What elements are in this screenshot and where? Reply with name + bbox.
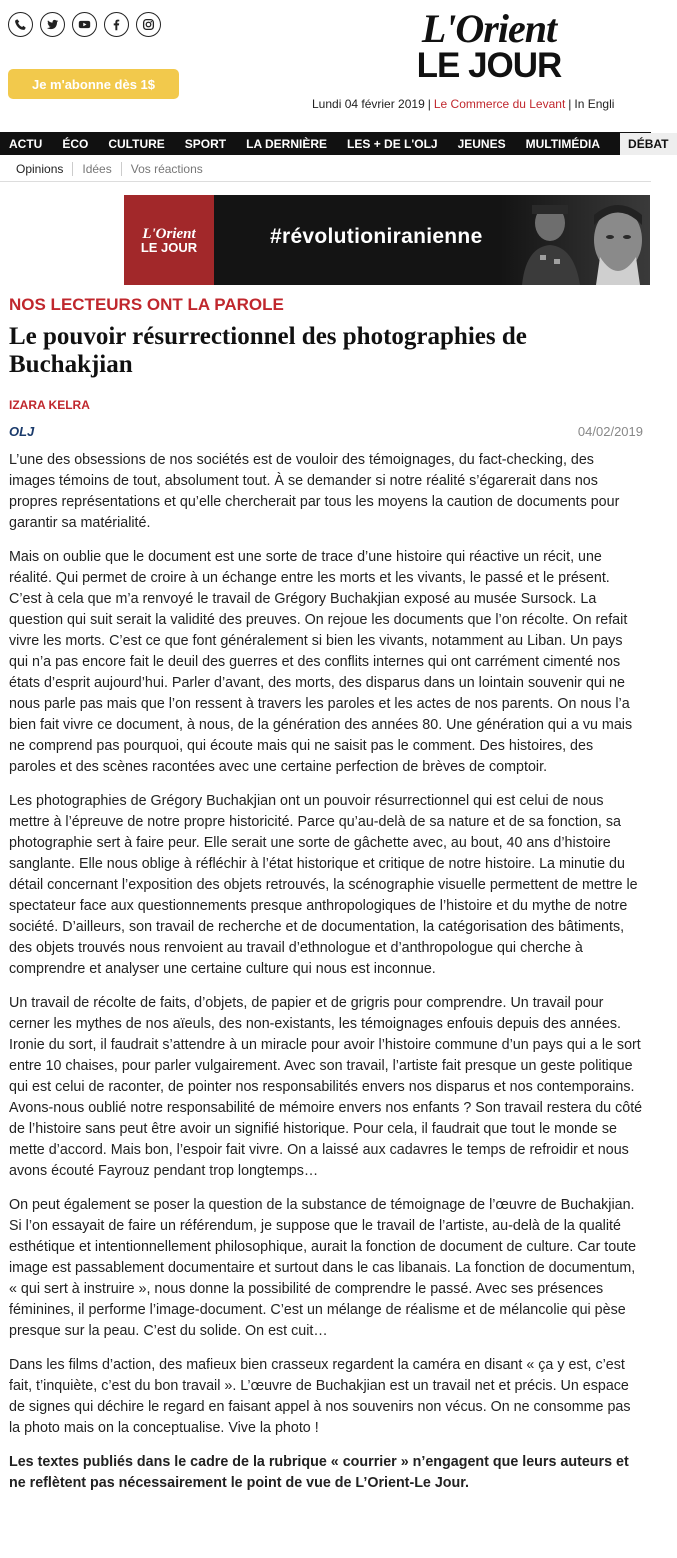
article-paragraph: Mais on oublie que le document est une sorte de trace d’une histoire qui réactive un récit, une réalité. Qui permet de croire à un échange entre les morts et les vivants, le passé et le présent. C’est à cela que m’a renvoyé le travail de Grégory Buchakjian exposé au musée Sursock. La question qui suit serait la validité des preuves. On rejoue les documents que l’on récolte. On refait vivre les morts. C’est ce que font généralement si bien les vivants, notamment au Liban. Un pays qui n’a pas encore fait le deuil des guerres et des conflits internes qui ont carrément cimenté nos états d’esprit aujourd’hui. Parler d’avant, des morts, des disparus dans un lointain souvenir qui ne nous parle pas mais que l’on ressent à travers les paroles et les actes de nos parents. On nous l’a bien fait vivre ce document, à nous, de la génération des années 80. Une génération qui a vu mais ne comprend pas pourquoi, qui écoute mais qui ne saisit pas le comment. Des histoires, des paroles et des scènes racontées avec une certaine perfection de brèves de comptoir.: [9, 549, 633, 775]
article-paragraph: Les photographies de Grégory Buchakjian ont un pouvoir résurrectionnel qui est celui de nous mettre à l’épreuve de notre propre historicité. Parce qu’au-delà de sa nature et de sa fonction, sa photographie sert à faire peur. Elle serait une sorte de gâchette avec, au bout, 40 ans d’histoire sanglante. Elle nous oblige à réfléchir à l’état historique et critique de notre histoire. La minutie du détail concernant l’exposition des objets retrouvés, la scénographie visuelle permettent de mettre le spectateur face aux questionnements presque anthropologiques de l’histoire et du mythe de notre société. D’ailleurs, son travail de recherche et de documentation, la catégorisation des bâtiments, des objets trouvés nous renvoient au travail d’ethnologue et d’anthropologue qui cherche à comprendre et analyser une certaine culture qui nous est inconnue.: [9, 793, 638, 977]
article-disclaimer: Les textes publiés dans le cadre de la rubrique « courrier » n’engagent que leurs auteurs et ne reflètent pas nécessairement le point de vue de L’Orient-Le Jour.: [9, 1454, 629, 1491]
article-date: 04/02/2019: [577, 424, 643, 439]
dateline: Lundi 04 février 2019 | Le Commerce du Levant | In Engli: [312, 97, 615, 111]
article-title: Le pouvoir résurrectionnel des photographies de Buchakjian: [9, 323, 527, 378]
article-paragraph: Dans les films d’action, des mafieux bien crasseux regardent la caméra en disant « ça y est, c’est fait, t’inquiète, c’est du bon travail ». L’œuvre de Buchakjian est un travail net et précis. Un espace de signes qui déchire le regard en faisant appel à nos souvenirs non vécus. On ne consomme pas la photo mais on la conceptualise. Vive la photo !: [9, 1357, 631, 1436]
nav-item-sport[interactable]: SPORT: [184, 136, 227, 151]
logo-line2: LE JOUR: [416, 46, 562, 85]
youtube-icon[interactable]: [72, 12, 97, 37]
sub-nav: [0, 156, 651, 182]
nav-item-jeunes[interactable]: JEUNES: [457, 136, 506, 151]
twitter-icon[interactable]: [40, 12, 65, 37]
social-links: [8, 12, 161, 37]
article-kicker[interactable]: NOS LECTEURS ONT LA PAROLE: [9, 295, 284, 314]
article-paragraph: L’une des obsessions de nos sociétés est de vouloir des témoignages, du fact-checking, des images témoins de tout, absolument tout. À se demander si notre réalité s’égarerait dans nos propres représentations et qu’elle chercherait par tous les moyens la caution de documents pour garantir sa matérialité.: [9, 452, 620, 531]
banner-logo-line2: LE JOUR: [140, 239, 198, 255]
commerce-du-levant-link[interactable]: Le Commerce du Levant: [433, 97, 566, 111]
banner-portrait-image: [500, 195, 650, 285]
nav-item-debat[interactable]: DÉBAT: [620, 133, 676, 155]
english-edition-link[interactable]: In Engli: [574, 97, 615, 111]
subnav-item-opinions[interactable]: Opinions: [8, 162, 73, 176]
banner-hashtag: #révolutioniranienne: [270, 225, 483, 248]
site-logo[interactable]: [394, 6, 584, 90]
nav-item-eco[interactable]: ÉCO: [62, 136, 89, 151]
subnav-item-idees[interactable]: Idées: [73, 162, 121, 176]
facebook-icon[interactable]: [104, 12, 129, 37]
subnav-item-vos-reactions[interactable]: Vos réactions: [130, 161, 203, 176]
subscribe-button[interactable]: Je m'abonne dès 1$: [8, 69, 179, 99]
nav-item-culture[interactable]: CULTURE: [108, 136, 165, 151]
banner-logo: [124, 195, 214, 285]
article-paragraph: On peut également se poser la question de la substance de témoignage de l’œuvre de Buchakjian. Si l’on essayait de faire un référendum, je suppose que le travail de l’artiste, au-delà de la qualité esthétique et intentionnellement philosophique, aurait la fonction de document de culture. Car toute image est passablement documentaire et surtout dans le cas libanais. La fonction de documentum, « qui sert à instruire », nous donne la possibilité de comprendre le passé. Avec ses présences féminines, il performe l’image-document. C’est un mélange de réalisme et de mélancolie qui pèse presque sur la peau. C’est du solide. On est cuit…: [9, 1197, 637, 1339]
phone-icon[interactable]: [8, 12, 33, 37]
article-author[interactable]: IZARA KELRA: [9, 398, 90, 412]
logo-line1: L'Orient: [421, 6, 557, 51]
banner-logo-line1: L'Orient: [142, 225, 196, 242]
main-nav: [0, 132, 669, 155]
nav-item-plus-olj[interactable]: LES + DE L'OLJ: [347, 136, 438, 151]
nav-item-actu[interactable]: ACTU: [9, 136, 43, 151]
site-header: [0, 0, 651, 132]
article-source: OLJ: [9, 424, 35, 439]
current-date: Lundi 04 février 2019: [312, 97, 425, 111]
article-paragraph: Un travail de récolte de faits, d’objets, de papier et de grigris pour comprendre. Un travail pour cerner les mythes de nos aïeuls, des non-existants, les témoignages enfouis depuis des années. Ironie du sort, il faudrait s’attendre à un miracle pour avoir l’histoire commune d’un pays qui a le sort entre 10 chaises, pour parler vulgairement. Avec son travail, l’artiste fait presque un geste politique qui est celui de raconter, de pointer nos responsabilités envers nos disparus et nos contemporains. Avons-nous oublié notre responsabilité de mémoire envers nos enfants ? Son travail restera du côté de l’histoire sans peut être avoir un signifié historique. Pour cela, il faudrait que tout le monde se mette d’accord. Mais bon, l’espoir fait vivre. On a laissé aux cadavres le temps de refroidir et nous avons écouté Fayrouz pendant trop longtemps…: [9, 995, 643, 1179]
instagram-icon[interactable]: [136, 12, 161, 37]
article-body: [9, 450, 643, 1507]
nav-item-multimedia[interactable]: MULTIMÉDIA: [525, 136, 601, 151]
nav-item-la-derniere[interactable]: LA DERNIÈRE: [246, 136, 328, 151]
promo-banner[interactable]: [124, 195, 650, 285]
